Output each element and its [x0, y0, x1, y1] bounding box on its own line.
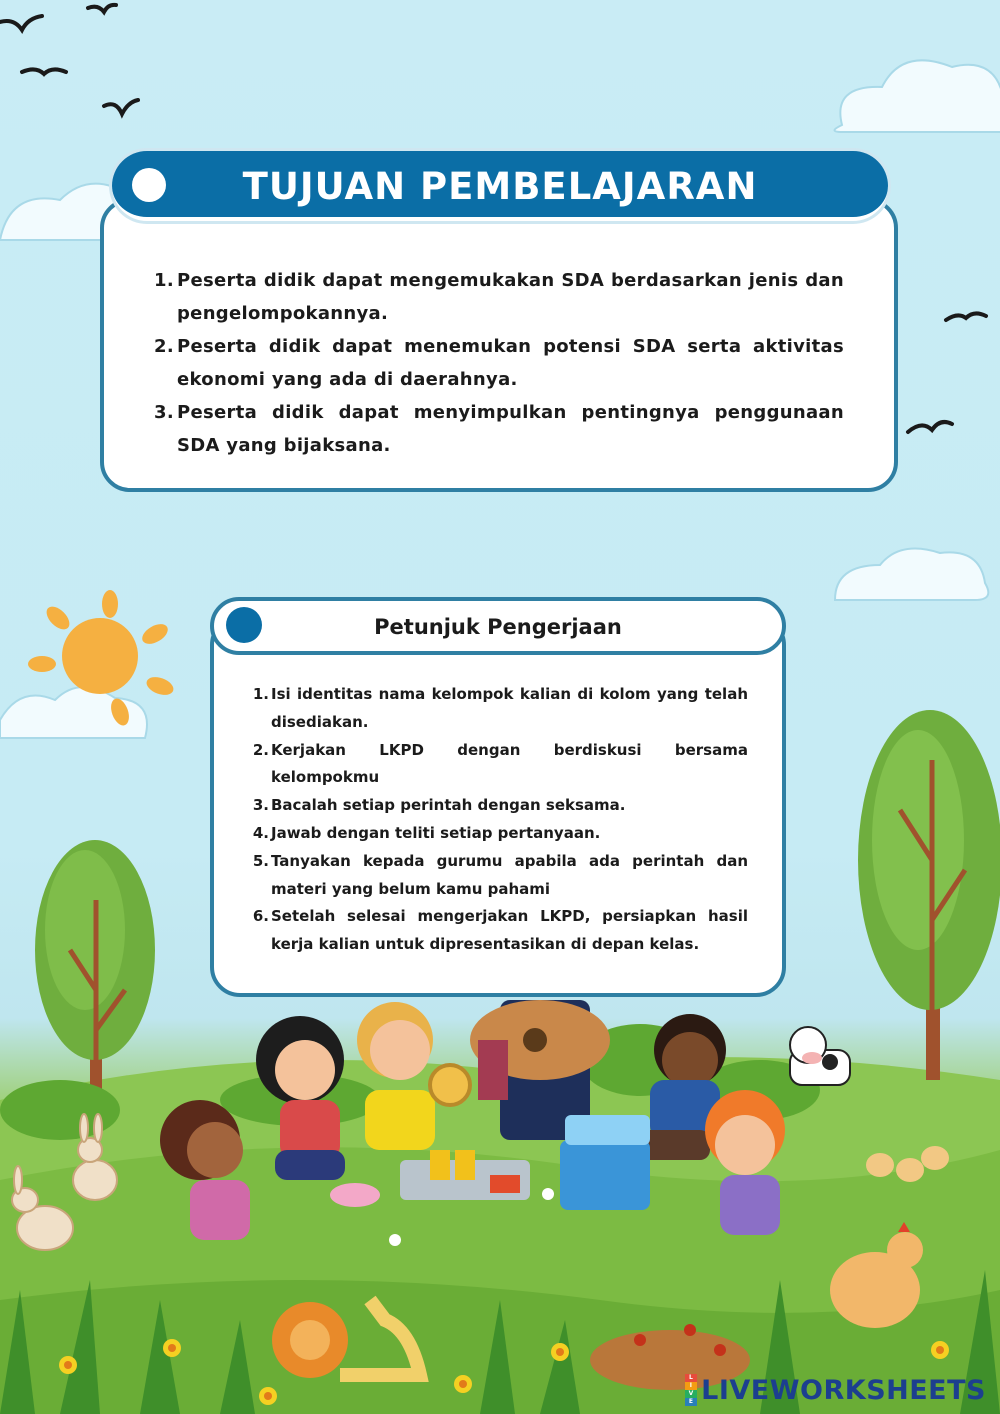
watermark-text: LIVEWORKSHEETS: [701, 1374, 986, 1406]
list-item-text: Setelah selesai mengerjakan LKPD, persiapkan hasil kerja kalian untuk dipresentasikan di depan kelas.: [271, 907, 748, 954]
list-item-number: 3.: [154, 402, 174, 423]
page-title: TUJUAN PEMBELAJARAN: [242, 165, 758, 208]
instructions-card: [210, 615, 786, 997]
list-item: [248, 848, 748, 904]
instructions-banner: [210, 597, 786, 655]
list-item-number: 2.: [154, 336, 174, 357]
list-item-number: 5.: [252, 851, 269, 870]
tree-icon: [858, 710, 1000, 1080]
list-item: [248, 681, 748, 737]
list-item: [154, 396, 844, 462]
list-item: [154, 330, 844, 396]
list-item-text: Kerjakan LKPD dengan berdiskusi bersama kelompokmu: [271, 740, 748, 787]
cow-icon: [790, 1027, 850, 1085]
list-item-text: Tanyakan kepada gurumu apabila ada perintah dan materi yang belum kamu pahami: [271, 851, 748, 898]
learning-objectives-banner: [112, 151, 888, 221]
list-item-text: Peserta didik dapat mengemukakan SDA berdasarkan jenis dan pengelompokannya.: [177, 270, 844, 324]
list-item-number: 3.: [252, 796, 269, 815]
list-item-text: Jawab dengan teliti setiap pertanyaan.: [271, 823, 601, 842]
list-item-text: Peserta didik dapat menyimpulkan pentingnya penggunaan SDA yang bijaksana.: [177, 402, 844, 456]
list-item-text: Peserta didik dapat menemukan potensi SDA serta aktivitas ekonomi yang ada di daerahnya.: [177, 336, 844, 390]
instructions-list: [248, 681, 748, 959]
logo-badge-icon: L I V E: [685, 1374, 697, 1406]
list-item-text: Isi identitas nama kelompok kalian di kolom yang telah disediakan.: [271, 685, 748, 731]
list-item: [154, 264, 844, 330]
learning-objectives-list: [154, 264, 844, 462]
list-item: [248, 820, 748, 848]
list-item-number: 2.: [252, 740, 269, 759]
list-item-number: 4.: [252, 823, 269, 842]
list-item: [248, 903, 748, 959]
list-item: [248, 737, 748, 793]
list-item: [248, 792, 748, 820]
list-item-number: 1.: [154, 270, 174, 291]
list-item-number: 1.: [252, 685, 269, 703]
list-item-number: 6.: [252, 907, 269, 926]
liveworksheets-logo: [685, 1374, 986, 1406]
learning-objectives-card: [100, 198, 898, 492]
list-item-text: Bacalah setiap perintah dengan seksama.: [271, 796, 626, 815]
section-title: Petunjuk Pengerjaan: [374, 615, 622, 639]
